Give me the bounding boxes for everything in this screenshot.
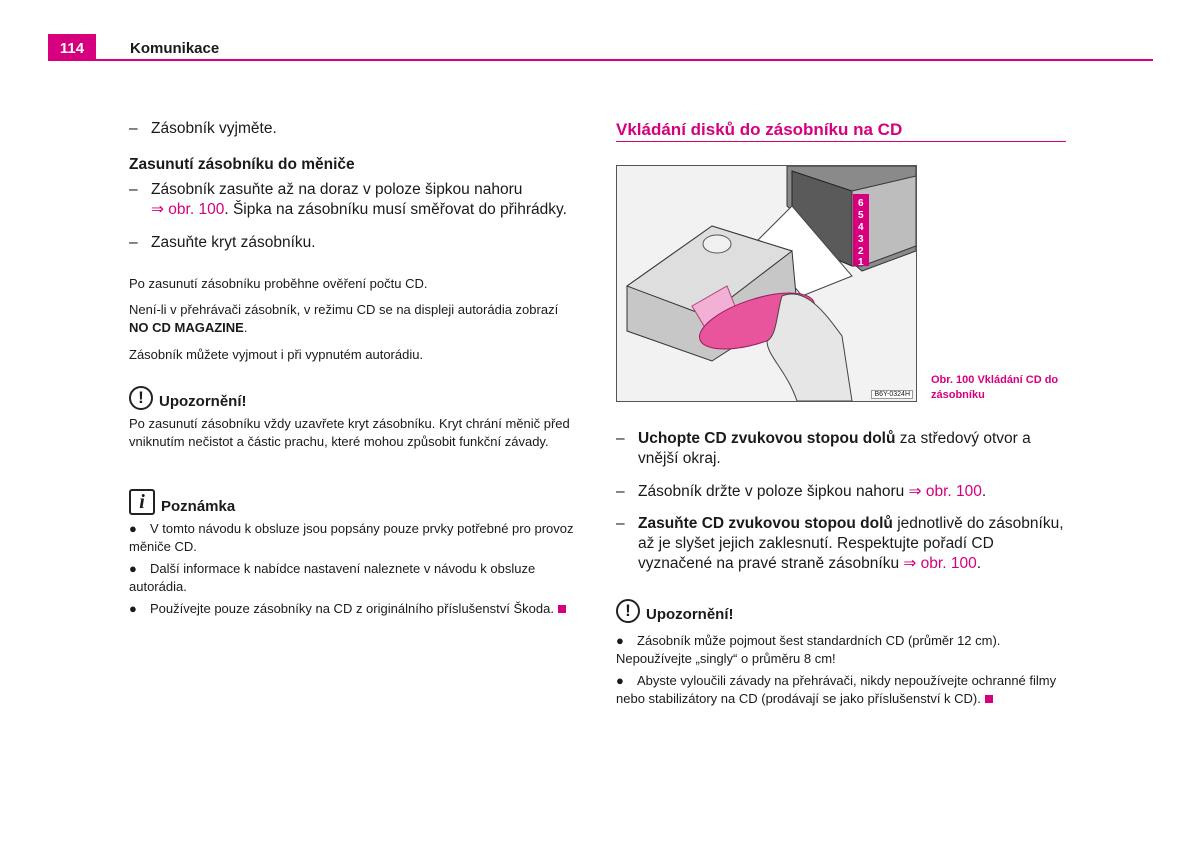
warning-item-text: Abyste vyloučili závady na přehrávači, nikdy nepoužívejte ochranné filmy nebo stabilizátory na CD (prodávají se jako příslušenství k CD).	[616, 673, 1057, 706]
paragraph-check: Po zasunutí zásobníku proběhne ověření počtu CD.	[129, 276, 428, 291]
exclamation-icon: !	[616, 599, 640, 623]
slot-number: 1	[858, 257, 864, 268]
page-number: 114	[48, 34, 96, 60]
slot-number: 4	[858, 222, 864, 233]
step-text: jednotlivě do zásobníku, až je slyšet jejich zaklesnutí. Respektujte pořadí CD vyznačené na pravé straně zásobníku	[638, 515, 1064, 572]
paragraph-text: Není-li v přehrávači zásobník, v režimu CD se na displeji autorádia zobrazí	[129, 302, 559, 317]
subheading-insert: Zasunutí zásobníku do měniče	[129, 156, 355, 173]
step-bold: Zasuňte CD zvukovou stopou dolů	[638, 515, 893, 532]
step-text-end: .	[976, 555, 982, 572]
figure-cd-insert	[616, 165, 917, 402]
section-title: Komunikace	[130, 40, 220, 57]
dash: –	[616, 430, 625, 447]
dash: –	[129, 120, 138, 137]
bullet-icon: ●	[616, 673, 624, 688]
cd-magazine-illustration	[617, 166, 916, 401]
end-mark-icon	[985, 695, 993, 703]
note-item	[129, 600, 579, 618]
figure-caption: Obr. 100 Vkládání CD do zásobníku	[931, 374, 1059, 401]
note-item-text: Používejte pouze zásobníky na CD z originálního příslušenství Škoda.	[150, 601, 554, 616]
warning-title: Upozornění!	[159, 393, 247, 410]
step-text: Zásobník držte v poloze šipkou nahoru	[638, 483, 909, 500]
paragraph-remove-off: Zásobník můžete vyjmout i při vypnutém autorádiu.	[129, 347, 424, 362]
note-title: Poznámka	[161, 497, 236, 515]
step-insert-cover	[129, 233, 316, 253]
step-bold: Uchopte CD zvukovou stopou dolů	[638, 430, 896, 447]
header-rule	[48, 59, 1153, 61]
step-insert-cd	[616, 514, 1068, 574]
dash: –	[616, 483, 625, 500]
step-slide-in	[129, 180, 591, 220]
step-grip-cd	[616, 429, 1068, 469]
slot-number: 6	[858, 198, 864, 209]
dash: –	[129, 234, 138, 251]
bullet-icon: ●	[129, 561, 137, 576]
slot-number: 5	[858, 210, 864, 221]
warning-header	[129, 385, 247, 410]
slot-number: 3	[858, 234, 864, 245]
paragraph-no-magazine	[129, 301, 569, 337]
step-text: Zasuňte kryt zásobníku.	[151, 234, 316, 251]
step-hold-magazine	[616, 482, 1068, 502]
warning-header	[616, 598, 734, 623]
figure-reference-link[interactable]: ⇒ obr. 100	[151, 201, 225, 218]
note-item	[129, 520, 579, 556]
note-item	[129, 560, 579, 596]
dash: –	[616, 515, 625, 532]
figure-reference-link[interactable]: ⇒ obr. 100	[908, 483, 982, 500]
figure-reference-link[interactable]: ⇒ obr. 100	[903, 555, 977, 572]
end-mark-icon	[558, 605, 566, 613]
note-header	[129, 489, 235, 515]
note-item-text: V tomto návodu k obsluze jsou popsány pouze prvky potřebné pro provoz měniče CD.	[129, 521, 574, 554]
step-remove-magazine	[129, 119, 277, 139]
step-text: Zásobník vyjměte.	[151, 120, 277, 137]
warning-item	[616, 672, 1066, 708]
warning-text: Po zasunutí zásobníku vždy uzavřete kryt zásobníku. Kryt chrání měnič před vniknutím nečistot a částic prachu, které mohou způsobit funkční závady.	[129, 416, 570, 449]
warning-item-text: Zásobník může pojmout šest standardních CD (průměr 12 cm). Nepoužívejte „singly“ o průměru 8 cm!	[616, 633, 1001, 666]
warning-item	[616, 632, 1066, 668]
step-text: za středový otvor a vnější okraj.	[638, 430, 1031, 467]
step-text-end: .	[981, 483, 987, 500]
figure-tag: B6Y-0324H	[871, 390, 913, 399]
heading-rule	[616, 141, 1066, 142]
dash: –	[129, 181, 138, 198]
step-text: Zásobník zasuňte až na doraz v poloze šipkou nahoru	[151, 181, 523, 198]
section-heading: Vkládání disků do zásobníku na CD	[616, 120, 903, 139]
bullet-icon: ●	[129, 601, 137, 616]
bullet-icon: ●	[616, 633, 624, 648]
paragraph-text-end: .	[243, 320, 248, 335]
bullet-icon: ●	[129, 521, 137, 536]
display-message: NO CD MAGAZINE	[129, 320, 244, 335]
note-item-text: Další informace k nabídce nastavení naleznete v návodu k obsluze autorádia.	[129, 561, 536, 594]
exclamation-icon: !	[129, 386, 153, 410]
step-text-cont: . Šipka na zásobníku musí směřovat do přihrádky.	[224, 201, 567, 218]
slot-number: 2	[858, 246, 864, 257]
info-icon: i	[129, 489, 155, 515]
warning-title: Upozornění!	[646, 606, 734, 623]
